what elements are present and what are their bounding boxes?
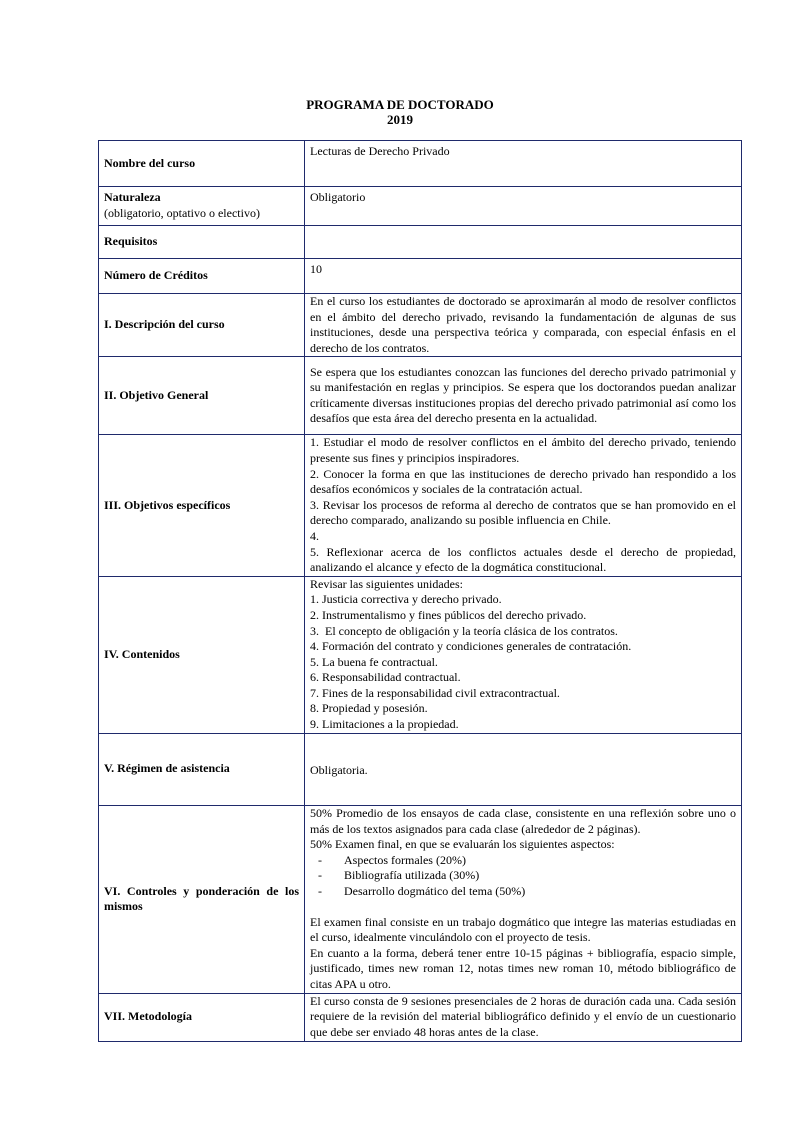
document-title: PROGRAMA DE DOCTORADO — [306, 97, 494, 112]
table-row — [99, 733, 742, 805]
course-name-label: Nombre del curso — [99, 141, 305, 187]
list-item — [310, 868, 736, 884]
specific-objectives-list — [305, 435, 742, 576]
attendance-label: V. Régimen de asistencia — [99, 733, 305, 805]
table-row — [99, 357, 742, 435]
controls-paragraph: 50% Examen final, en que se evaluarán los siguientes aspectos: — [310, 837, 615, 852]
list-item: 1. Estudiar el modo de resolver conflictos en el ámbito del derecho privado, teniendo presente sus fines y principios inspiradores. — [310, 435, 736, 465]
credits-label: Número de Créditos — [99, 259, 305, 294]
list-item: 3. El concepto de obligación y la teoría clásica de los contratos. — [310, 623, 618, 638]
nature-label — [99, 187, 305, 226]
contents-intro: Revisar las siguientes unidades: — [310, 576, 463, 591]
table-row — [99, 226, 742, 259]
list-item: 9. Limitaciones a la propiedad. — [310, 717, 459, 732]
nature-label-text: Naturaleza — [104, 190, 161, 205]
list-item: 7. Fines de la responsabilidad civil extracontractual. — [310, 685, 560, 700]
list-item: 2. Instrumentalismo y fines públicos del derecho privado. — [310, 607, 587, 622]
nature-sublabel: (obligatorio, optativo o electivo) — [104, 206, 260, 220]
list-item: 1. Justicia correctiva y derecho privado. — [310, 592, 502, 607]
bullet-dash: - — [318, 852, 322, 867]
description-label: I. Descripción del curso — [99, 294, 305, 357]
contents-list — [305, 576, 742, 733]
table-row — [99, 805, 742, 993]
table-row — [99, 259, 742, 294]
controls-paragraph: El examen final consiste en un trabajo dogmático que integre las materias estudiadas en el curso, idealmente vinculándolo con el proyecto de tesis. — [310, 914, 736, 945]
list-item: 4. — [310, 528, 319, 543]
bullet-text: Aspectos formales (20%) — [344, 852, 466, 867]
requirements-value — [305, 226, 742, 259]
attendance-value: Obligatoria. — [305, 733, 742, 805]
controls-paragraph: En cuanto a la forma, deberá tener entre 10-15 páginas + bibliografía, espacio simple, justificado, times new roman 12, notas times new roman 10, método bibliográfico de citas APA u otro. — [310, 945, 736, 991]
general-objective-value: Se espera que los estudiantes conozcan las funciones del derecho privado patrimonial y su manifestación en reglas y principios. Se espera que los doctorandos puedan analizar críticamente diversas instituciones propias del derecho privado patrimonial así como los desafíos que esta área del derecho presenta en la actualidad. — [305, 357, 742, 435]
methodology-value: El curso consta de 9 sesiones presenciales de 2 horas de duración cada una. Cada sesión requiere de la revisión del material bibliográfico definido y el envío de un cuestionario que debe ser enviado 48 horas antes de la clase. — [305, 993, 742, 1041]
table-row — [99, 141, 742, 187]
bullet-dash: - — [318, 868, 322, 883]
table-row — [99, 993, 742, 1041]
bullet-text: Desarrollo dogmático del tema (50%) — [344, 883, 526, 898]
table-row — [99, 435, 742, 576]
list-item: 5. La buena fe contractual. — [310, 654, 438, 669]
controls-value — [305, 805, 742, 993]
general-objective-label: II. Objetivo General — [99, 357, 305, 435]
controls-paragraph: 50% Promedio de los ensayos de cada clase, consistente en una reflexión sobre uno o más de los textos asignados para cada clase (alrededor de 2 páginas). — [310, 805, 736, 836]
table-row — [99, 576, 742, 733]
table-row — [99, 294, 742, 357]
controls-label: VI. Controles y ponderación de los mismos — [99, 805, 305, 993]
bullet-dash: - — [318, 883, 322, 898]
list-item: 6. Responsabilidad contractual. — [310, 670, 461, 685]
methodology-label: VII. Metodología — [99, 993, 305, 1041]
list-item — [310, 884, 736, 900]
requirements-label: Requisitos — [99, 226, 305, 259]
list-item: 3. Revisar los procesos de reforma al derecho de contratos que se han promovido en el derecho comparado, analizando su posible influencia en Chile. — [310, 497, 736, 528]
course-name-value: Lecturas de Derecho Privado — [305, 141, 742, 187]
credits-value: 10 — [305, 259, 742, 294]
bullet-text: Bibliografía utilizada (30%) — [344, 868, 480, 883]
list-item: 2. Conocer la forma en que las instituciones de derecho privado han respondido a los desafíos económicos y sociales de la contratación actual. — [310, 466, 736, 497]
table-row — [99, 187, 742, 226]
document-year: 2019 — [387, 112, 413, 127]
spacer — [310, 900, 736, 915]
contents-label: IV. Contenidos — [99, 576, 305, 733]
list-item: 5. Reflexionar acerca de los conflictos actuales desde el derecho de propiedad, analizando el alcance y efecto de la dogmática constitucional. — [310, 544, 736, 575]
program-table — [98, 140, 742, 1042]
list-item: 8. Propiedad y posesión. — [310, 701, 428, 716]
list-item — [310, 853, 736, 869]
list-item: 4. Formación del contrato y condiciones generales de contratación. — [310, 639, 632, 654]
description-value: En el curso los estudiantes de doctorado se aproximarán al modo de resolver conflictos en el ámbito del derecho privado, revisando la fundamentación de algunas de sus instituciones, desde una perspectiva teórica y comparada, con especial énfasis en el derecho de los contratos. — [305, 294, 742, 357]
nature-value: Obligatorio — [305, 187, 742, 226]
specific-objectives-label: III. Objetivos específicos — [99, 435, 305, 576]
